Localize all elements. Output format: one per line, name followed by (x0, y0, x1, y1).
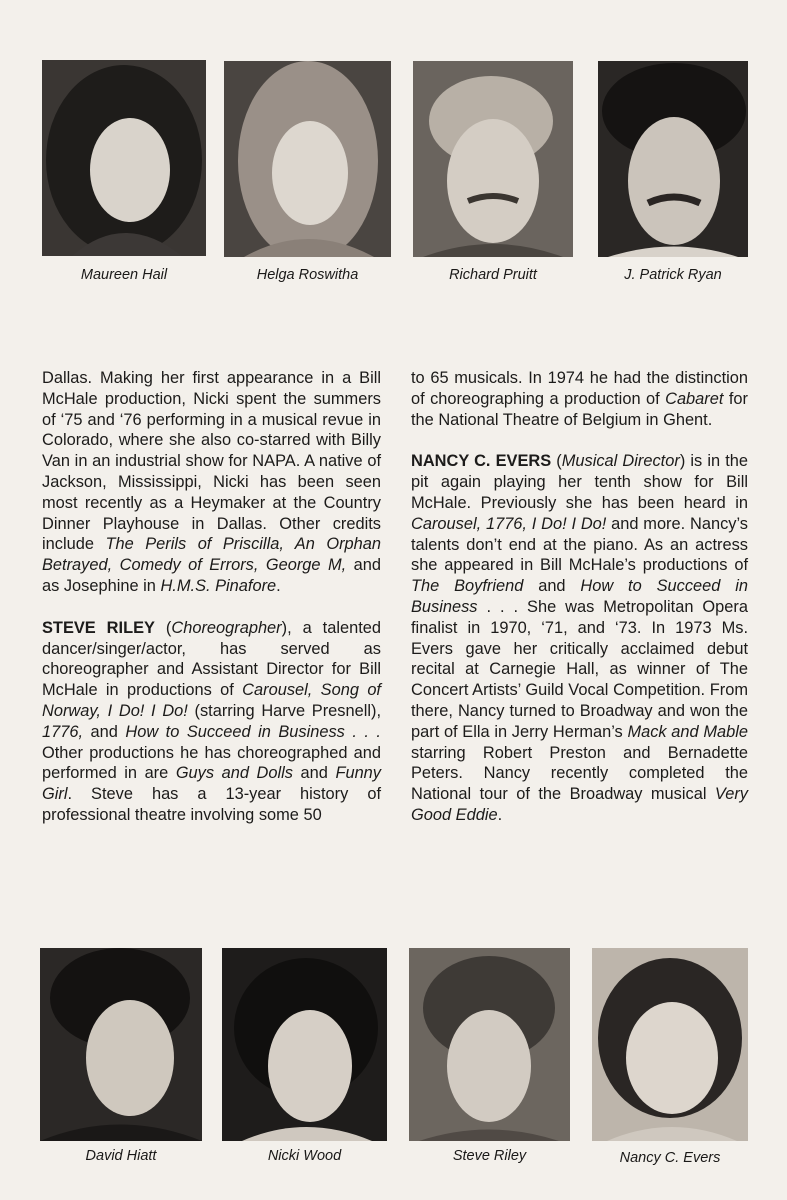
portrait-image (598, 61, 748, 257)
caption-j-patrick-ryan: J. Patrick Ryan (624, 267, 722, 283)
text-run: ), a talented dancer/singer/actor, has served as choreographer and Assistant Director for Bill McHale in productions of (42, 618, 381, 700)
caption-nicki-wood: Nicki Wood (267, 1148, 342, 1164)
text-run: ( (551, 452, 562, 471)
portrait-image (42, 60, 206, 256)
caption-david-hiatt: David Hiatt (85, 1148, 157, 1164)
italic-title: How to Succeed in Business (411, 577, 748, 616)
portrait-image (413, 61, 573, 257)
left-text-column (42, 368, 381, 847)
headshot-steve-riley (409, 948, 570, 1141)
portrait-image (40, 948, 202, 1141)
bio-nancy-c-evers (411, 451, 748, 825)
text-run: for the National Theatre of Belgium in Ghent. (411, 389, 748, 429)
headshot-richard-pruitt (413, 61, 573, 257)
italic-title: Musical Director (561, 452, 680, 471)
portrait-image (409, 948, 570, 1141)
italic-title: Carousel, Song of Norway, I Do! I Do! (42, 681, 381, 720)
text-run: and (83, 722, 126, 741)
caption-helga-roswitha: Helga Roswitha (256, 267, 359, 283)
headshot-helga-roswitha (224, 61, 391, 257)
italic-title: Funny Girl (42, 764, 381, 804)
italic-title: Mack and Mable (627, 722, 748, 741)
text-run: and more. Nancy’s talents don’t end at the piano. As an actress she appeared in Bill McHale’s productions of (411, 514, 748, 575)
headshot-j-patrick-ryan (598, 61, 748, 257)
caption-maureen-hail: Maureen Hail (80, 267, 168, 283)
headshot-david-hiatt (40, 948, 202, 1141)
text-run: to 65 musicals. In 1974 he had the distinction of choreographing a production of (411, 369, 748, 408)
text-run: . Steve has a 13-year history of professional theatre involving some 50 (42, 785, 381, 824)
text-run: (starring Harve Presnell), (187, 701, 381, 720)
caption-steve-riley: Steve Riley (452, 1148, 527, 1164)
text-run: Dallas. Making her first appearance in a Bill McHale production, Nicki spent the summers of ‘75 and ‘76 performing in a musical revue in Colorado, where she also co-starred with Billy Van in an industrial show for NAPA. A native of Jackson, Mississippi, Nicki has been seen most recently as a Heymaker at the Country Dinner Playhouse in Dallas. Other credits include (42, 369, 381, 554)
text-run: ( (154, 618, 172, 637)
text-run: and (292, 764, 336, 783)
portrait-image (224, 61, 391, 257)
bio-steve-riley-continued (411, 368, 748, 430)
bio-name-heading: STEVE RILEY (42, 618, 155, 637)
text-run: . . . She was Metropolitan Opera finalist in 1970, ‘71, and ‘73. In 1973 Ms. Evers gave her critically acclaimed debut recital at Carnegie Hall, as winner of The Concert Artists’ Guild Vocal Competition. From there, Nancy turned to Broadway and won the part of Ella in Jerry Herman’s (411, 597, 748, 741)
right-text-column (411, 368, 748, 847)
italic-title: How to Succeed in Business . . . (125, 722, 381, 741)
text-run: starring Robert Preston and Bernadette Peters. Nancy recently completed the National tour of the Broadway musical (411, 743, 748, 804)
bio-steve-riley (42, 618, 381, 826)
italic-title: 1776, (42, 722, 84, 741)
text-run: and (523, 577, 581, 596)
italic-title: H.M.S. Pinafore (160, 576, 277, 595)
caption-richard-pruitt: Richard Pruitt (449, 267, 537, 283)
caption-nancy-c-evers: Nancy C. Evers (619, 1150, 721, 1166)
text-run: . (276, 576, 281, 595)
text-run: ) is in the pit again playing her tenth show for Bill McHale. Previously she has been heard in (411, 452, 748, 512)
headshot-nicki-wood (222, 948, 387, 1141)
headshot-nancy-c-evers (592, 948, 748, 1141)
italic-title: The Boyfriend (411, 577, 524, 596)
text-run: and as Josephine in (42, 556, 381, 595)
italic-title: Very Good Eddie (411, 785, 748, 824)
italic-title: Choreographer (171, 618, 282, 637)
bio-nicki-wood-continued (42, 368, 381, 597)
portrait-image (592, 948, 748, 1141)
text-run: . (497, 805, 503, 824)
text-run: Other productions he has choreographed and performed in are (42, 743, 381, 783)
bio-name-heading: NANCY C. EVERS (411, 452, 552, 471)
headshot-maureen-hail (42, 60, 206, 256)
portrait-image (222, 948, 387, 1141)
italic-title: Guys and Dolls (175, 764, 293, 783)
italic-title: Cabaret (665, 389, 724, 408)
italic-title: Carousel, 1776, I Do! I Do! (411, 514, 607, 533)
italic-title: The Perils of Priscilla, An Orphan Betrayed, Comedy of Errors, George M, (42, 535, 381, 575)
